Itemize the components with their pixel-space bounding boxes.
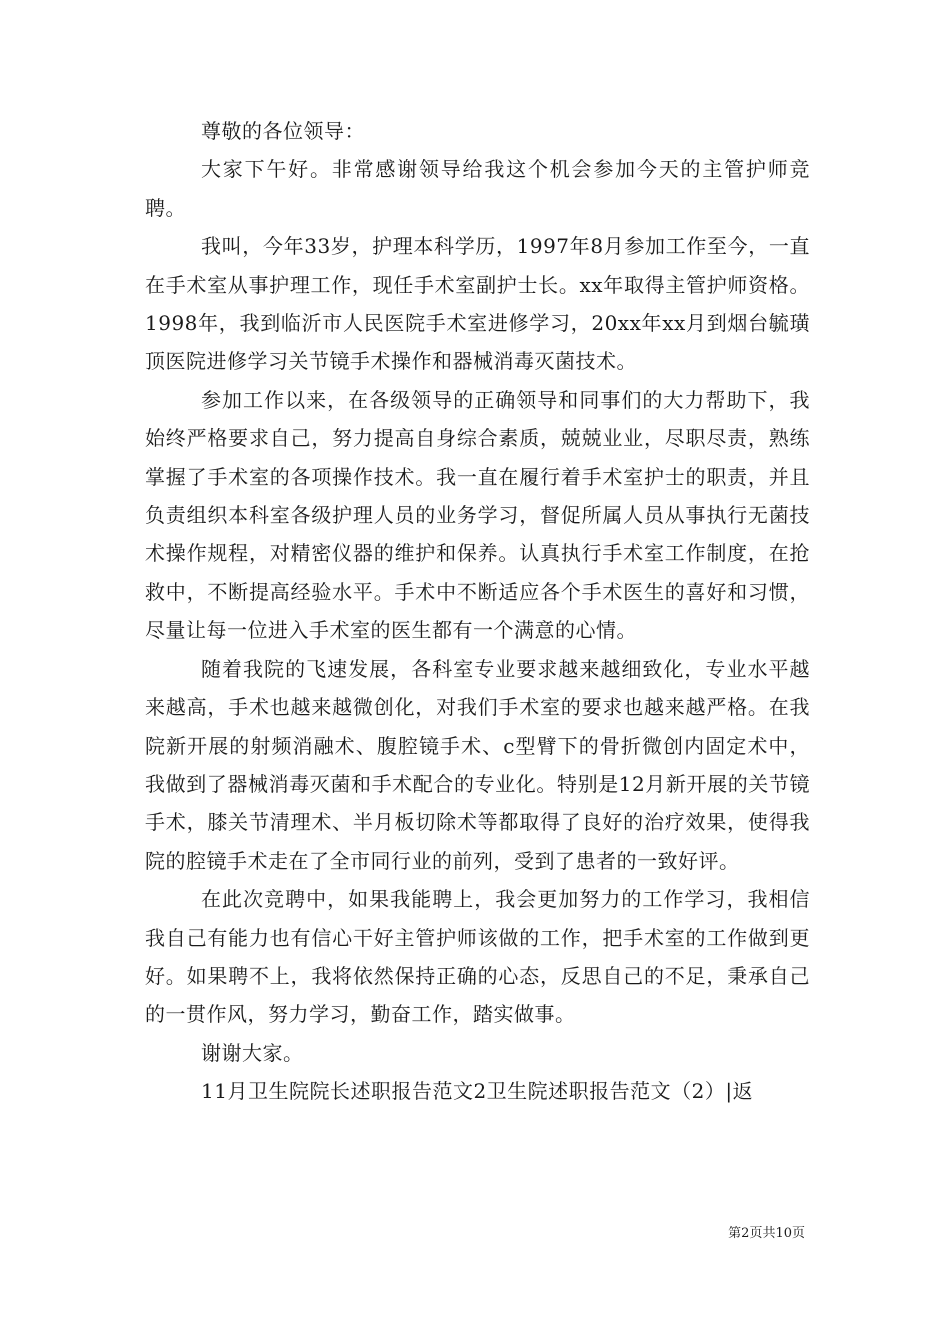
related-article-line: 11月卫生院院长述职报告范文2卫生院述职报告范文（2）|返 (201, 1079, 754, 1104)
closing-thanks: 谢谢大家。 (201, 1040, 304, 1065)
page-number: 第2页共10页 (728, 1226, 805, 1241)
salutation: 尊敬的各位领导： (201, 119, 365, 143)
introduction-paragraph: 我叫，今年33岁，护理本科学历，1997年8月参加工作至今，一直在手术室从事护理工作，现任手术室副护士长。xx年取得主管护师资格。1998年，我到临沂市人民医院手术室进修学习，20xx年xx月到烟台毓璜顶医院进修学习关节镜手术操作和器械消毒灭菌技术。 (145, 234, 810, 374)
greeting-paragraph: 大家下午好。非常感谢领导给我这个机会参加今天的主管护师竞聘。 (145, 157, 810, 220)
document-body (145, 112, 810, 1111)
hospital-development-paragraph: 随着我院的飞速发展，各科室专业要求越来越细致化，专业水平越来越高，手术也越来越微创化，对我们手术室的要求也越来越严格。在我院新开展的射频消融术、腹腔镜手术、c型臂下的骨折微创内固定术中，我做到了器械消毒灭菌和手术配合的专业化。特别是12月新开展的关节镜手术，膝关节清理术、半月板切除术等都取得了良好的治疗效果，使得我院的腔镜手术走在了全市同行业的前列，受到了患者的一致好评。 (145, 656, 810, 873)
work-experience-paragraph: 参加工作以来，在各级领导的正确领导和同事们的大力帮助下，我始终严格要求自己，努力提高自身综合素质，兢兢业业，尽职尽责，熟练掌握了手术室的各项操作技术。我一直在履行着手术室护士的职责，并且负责组织本科室各级护理人员的业务学习，督促所属人员从事执行无菌技术操作规程，对精密仪器的维护和保养。认真执行手术室工作制度，在抢救中，不断提高经验水平。手术中不断适应各个手术医生的喜好和习惯，尽量让每一位进入手术室的医生都有一个满意的心情。 (145, 387, 810, 643)
competition-statement-paragraph: 在此次竞聘中，如果我能聘上，我会更加努力的工作学习，我相信我自己有能力也有信心干好主管护师该做的工作，把手术室的工作做到更好。如果聘不上，我将依然保持正确的心态，反思自己的不足，秉承自己的一贯作风，努力学习，勤奋工作，踏实做事。 (145, 887, 810, 1027)
